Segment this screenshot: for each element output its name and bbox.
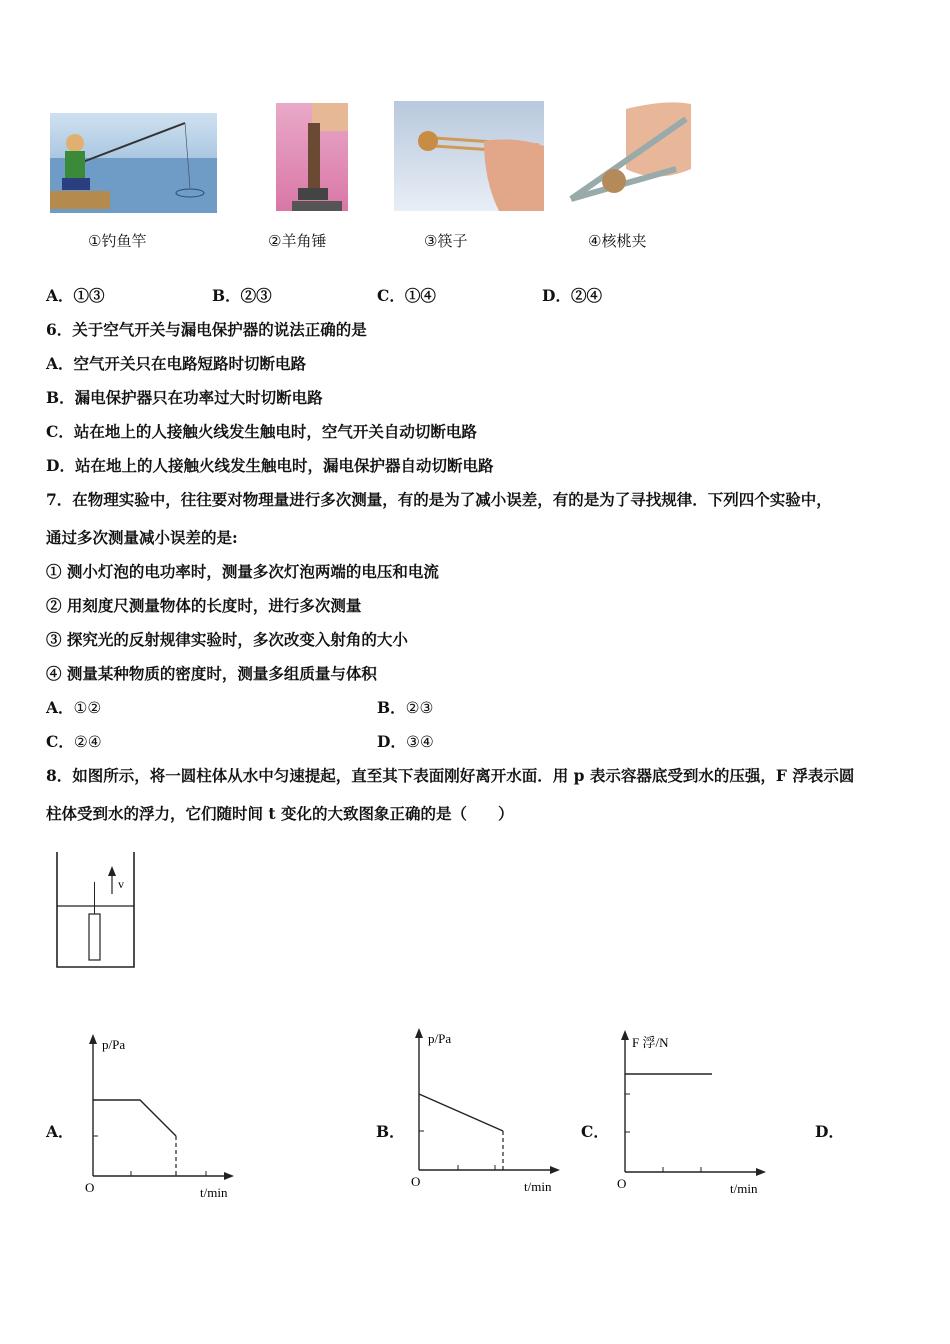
velocity-label: v	[118, 877, 124, 891]
q7-option-c-letter: C．	[46, 732, 74, 751]
q5-option-d[interactable]: D．②④	[542, 286, 602, 305]
caption-claw-hammer: ②羊角锤	[268, 232, 327, 250]
container-figure	[54, 852, 138, 970]
q7-item-4: ④ 测量某种物质的密度时，测量多组质量与体积	[46, 664, 377, 683]
graph-b	[406, 1024, 576, 1199]
q7-option-b-letter: B．	[377, 698, 406, 717]
graph-a	[80, 1030, 250, 1205]
q8-option-a[interactable]: A．	[46, 1122, 74, 1141]
caption-walnut-cracker: ④核桃夹	[588, 232, 647, 250]
q7-stem-line1: 7．在物理实验中，往往要对物理量进行多次测量，有的是为了减小误差，有的是为了寻找规律．下列四个实验中，	[46, 490, 832, 509]
graph-b-ylabel: p/Pa	[428, 1031, 452, 1046]
chopsticks-image	[394, 101, 544, 211]
q7-item-2: ② 用刻度尺测量物体的长度时，进行多次测量	[46, 596, 362, 615]
graph-c-origin: O	[617, 1176, 627, 1191]
q7-option-a[interactable]	[46, 698, 101, 718]
graph-b-origin: O	[411, 1174, 421, 1189]
q7-option-a-letter: A．	[46, 698, 74, 717]
q6-option-c[interactable]: C．站在地上的人接触火线发生触电时，空气开关自动切断电路	[46, 422, 477, 441]
graph-a-origin: O	[85, 1180, 95, 1195]
walnut-cracker-image	[566, 99, 694, 211]
graph-c	[612, 1026, 782, 1201]
q7-option-d[interactable]	[377, 732, 434, 752]
q7-option-b[interactable]	[377, 698, 433, 718]
q6-option-a[interactable]: A．空气开关只在电路短路时切断电路	[46, 354, 307, 373]
q6-stem: 6．关于空气开关与漏电保护器的说法正确的是	[46, 320, 367, 339]
claw-hammer-image	[276, 103, 348, 211]
fishing-rod-image	[50, 113, 217, 213]
graph-a-ylabel: p/Pa	[102, 1037, 126, 1052]
q7-option-d-letter: D．	[377, 732, 406, 751]
q5-option-c[interactable]: C．①④	[377, 286, 436, 305]
graph-c-ylabel: F 浮/N	[632, 1035, 669, 1050]
q8-stem-line2: 柱体受到水的浮力，它们随时间 t 变化的大致图象正确的是（ ）	[46, 804, 514, 823]
q8-option-c[interactable]: C．	[581, 1122, 609, 1141]
q7-item-1: ① 测小灯泡的电功率时，测量多次灯泡两端的电压和电流	[46, 562, 439, 581]
q7-option-a-value: ①②	[73, 699, 102, 717]
q7-option-c-value: ②④	[73, 733, 102, 751]
q8-stem-line1: 8．如图所示，将一圆柱体从水中匀速提起，直至其下表面刚好离开水面．用 p 表示容器底受到水的压强，F 浮表示圆	[46, 766, 855, 785]
q5-option-a[interactable]: A．①③	[46, 286, 105, 305]
graph-b-xlabel: t/min	[524, 1179, 552, 1194]
q7-item-3: ③ 探究光的反射规律实验时，多次改变入射角的大小	[46, 630, 408, 649]
graph-a-xlabel: t/min	[200, 1185, 228, 1200]
graph-c-xlabel: t/min	[730, 1181, 758, 1196]
q6-option-b[interactable]: B．漏电保护器只在功率过大时切断电路	[46, 388, 323, 407]
q7-option-d-value: ③④	[405, 733, 434, 751]
caption-chopsticks: ③筷子	[424, 232, 468, 250]
q7-stem-line2: 通过多次测量减小误差的是:	[46, 528, 238, 547]
q7-option-b-value: ②③	[405, 699, 434, 717]
q8-option-b[interactable]: B．	[376, 1122, 405, 1141]
caption-fishing-rod: ①钓鱼竿	[88, 232, 147, 250]
q6-option-d[interactable]: D．站在地上的人接触火线发生触电时，漏电保护器自动切断电路	[46, 456, 494, 475]
q5-option-b[interactable]: B．②③	[212, 286, 272, 305]
q8-option-d[interactable]: D．	[815, 1122, 844, 1141]
q7-option-c[interactable]	[46, 732, 102, 752]
